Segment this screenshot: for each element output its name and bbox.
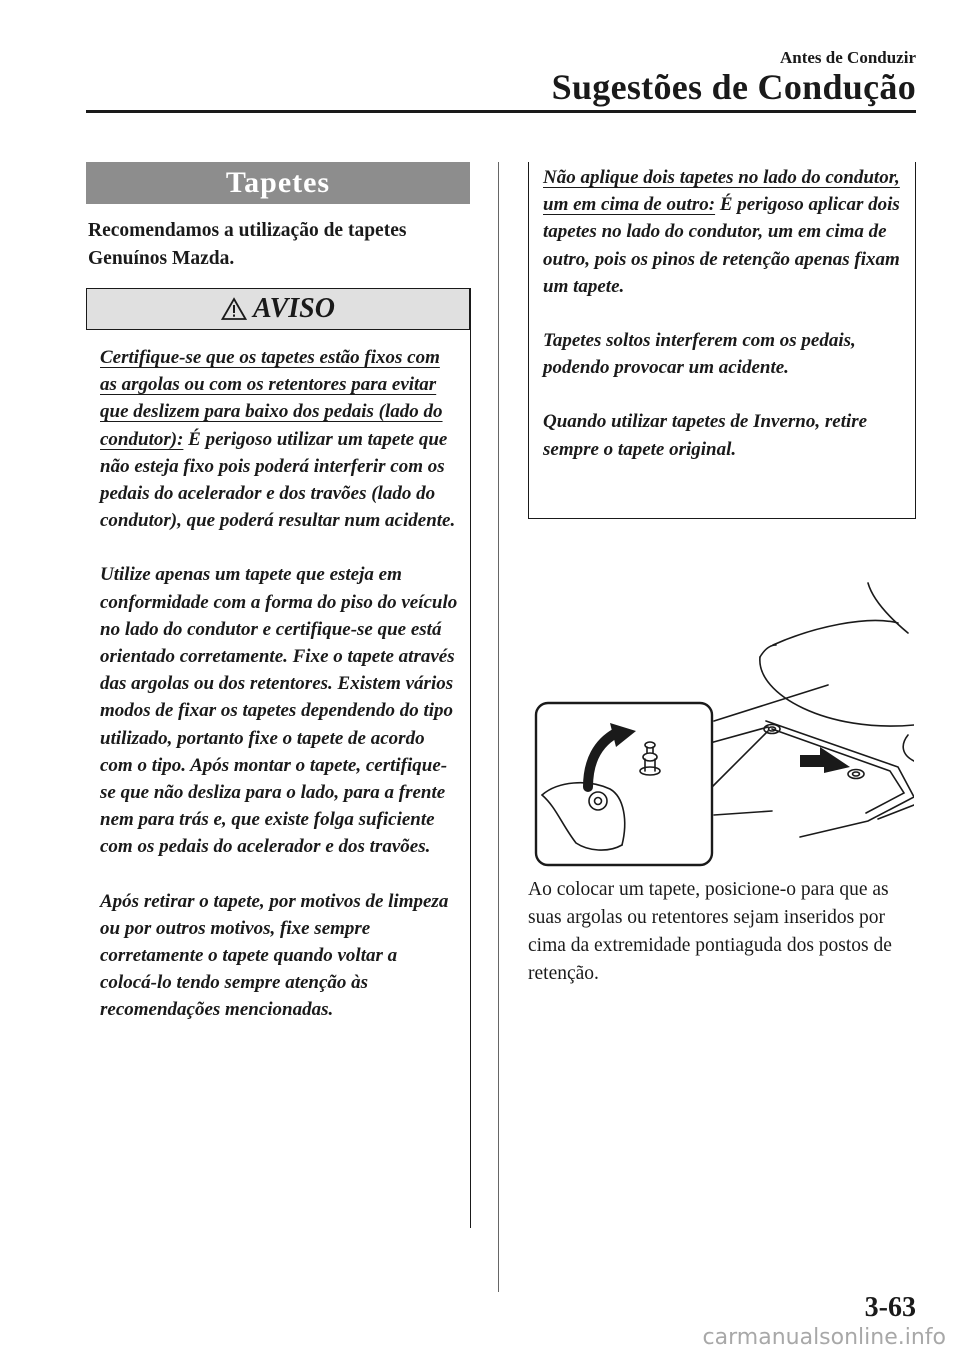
column-divider xyxy=(498,162,499,1292)
warning-text-danger: É perigoso utilizar um tapete que não esteja fixo pois poderá interferir com os pedais do acelerador e dos travões (lado do condutor), que poderá resultar num acidente. xyxy=(100,428,456,532)
warning-header xyxy=(86,288,470,330)
warning-text-double-mat: É perigoso aplicar dois tapetes no lado do condutor, um em cima de outro, pois os pinos de retenção apenas fixam um tapete. xyxy=(543,194,900,297)
warning-text-refit: Após retirar o tapete, por motivos de limpeza ou por outros motivos, fixe sempre corretamente o tapete quando voltar a colocá-lo tendo sempre atenção às recomendações mencionadas. xyxy=(100,890,449,1021)
warning-box xyxy=(86,288,471,1228)
warning-triangle-icon xyxy=(221,297,247,321)
topic-intro: Recomendamos a utilização de tapetes Genuínos Mazda. xyxy=(88,220,407,269)
warning-text-loose-mats: Tapetes soltos interferem com os pedais, podendo provocar um acidente. xyxy=(543,330,856,379)
header-divider xyxy=(86,110,916,113)
chapter-title: Antes de Conduzir xyxy=(779,48,916,67)
floor-mat-drawing xyxy=(528,575,914,867)
warning-text-usage: Utilize apenas um tapete que esteja em conformidade com a forma do piso do veículo no lado do condutor e certifique-se que está orientado corretamente. Fixe o tapete através das argolas ou dos retentores. Existem vários modos de fixar os tapetes dependendo do tipo utilizado, portanto fixe o tapete de acordo com o tipo. Após montar o tapete, certifique-se que não desliza para o lado, para a frente nem para trás e, que existe folga suficiente com os pedais do acelerador e dos travões. xyxy=(100,564,458,858)
page-number: 3-63 xyxy=(864,1292,916,1323)
section-title: Sugestões de Condução xyxy=(551,67,916,107)
figure-caption: Ao colocar um tapete, posicione-o para que as suas argolas ou retentores sejam inseridos por cima da extremidade pontiaguda dos postos de retenção. xyxy=(528,879,892,984)
warning-heading-double-mat: Não aplique dois tapetes no lado do condutor, um em cima de outro: xyxy=(543,167,900,216)
warning-text-winter-mats: Quando utilizar tapetes de Inverno, retire sempre o tapete original. xyxy=(543,411,868,460)
floor-mat-illustration xyxy=(528,575,914,867)
warning-heading-fixing: Certifique-se que os tapetes estão fixos com as argolas ou com os retentores para evitar que deslizem para baixo dos pedais (lado do condutor): xyxy=(100,347,443,450)
warning-label: AVISO xyxy=(253,293,335,324)
warning-box-continued xyxy=(528,162,916,519)
watermark: carmanualsonline.info xyxy=(702,1325,946,1350)
topic-title: Tapetes xyxy=(86,162,470,204)
